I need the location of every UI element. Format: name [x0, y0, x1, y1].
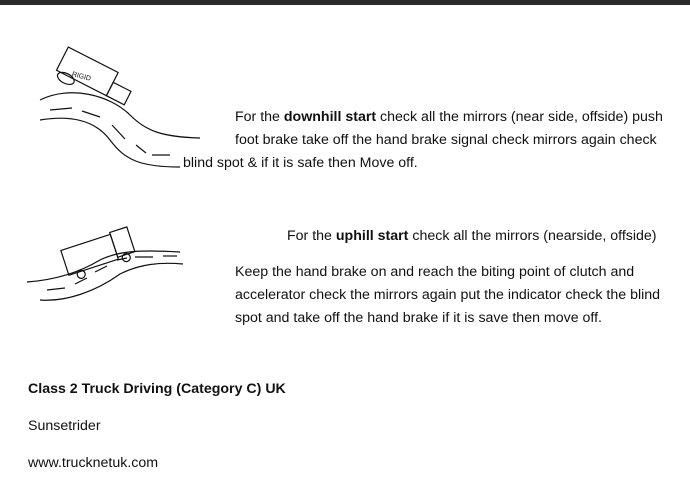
downhill-line-1-post: check all the mirrors (near side, offside) push — [376, 109, 663, 125]
downhill-line-1-pre: For the — [235, 109, 284, 125]
uphill-line-1-pre: For the — [287, 228, 336, 244]
downhill-instructions-line-3: blind spot & if it is safe then Move off. — [183, 155, 418, 171]
uphill-start-bold: uphill start — [335, 228, 409, 244]
uphill-line-1-post: check all the mirrors (nearside, offside) — [408, 228, 657, 244]
uphill-instructions-line-2: Keep the hand brake on and reach the biting point of clutch and — [235, 264, 635, 280]
uphill-instructions-line-4: spot and take off the hand brake if it is save then move off. — [235, 310, 603, 326]
uphill-instructions-line-3: accelerator check the mirrors again put the indicator check the blind — [235, 287, 661, 303]
footer-url: www.trucknetuk.com — [28, 455, 159, 471]
downhill-start-bold: downhill start — [283, 109, 377, 125]
top-bar — [0, 0, 690, 5]
downhill-instructions-line-1 — [235, 106, 663, 129]
footer-author: Sunsetrider — [28, 418, 101, 434]
footer-title-text: Class 2 Truck Driving (Category C) UK — [28, 381, 286, 397]
downhill-instructions-line-2: foot brake take off the hand brake signal check mirrors again check — [235, 132, 657, 148]
uphill-instructions-line-1 — [287, 225, 657, 248]
uphill-truck-illustration — [25, 222, 185, 312]
truck-label: RIGID — [70, 70, 92, 83]
footer-title — [28, 378, 286, 401]
